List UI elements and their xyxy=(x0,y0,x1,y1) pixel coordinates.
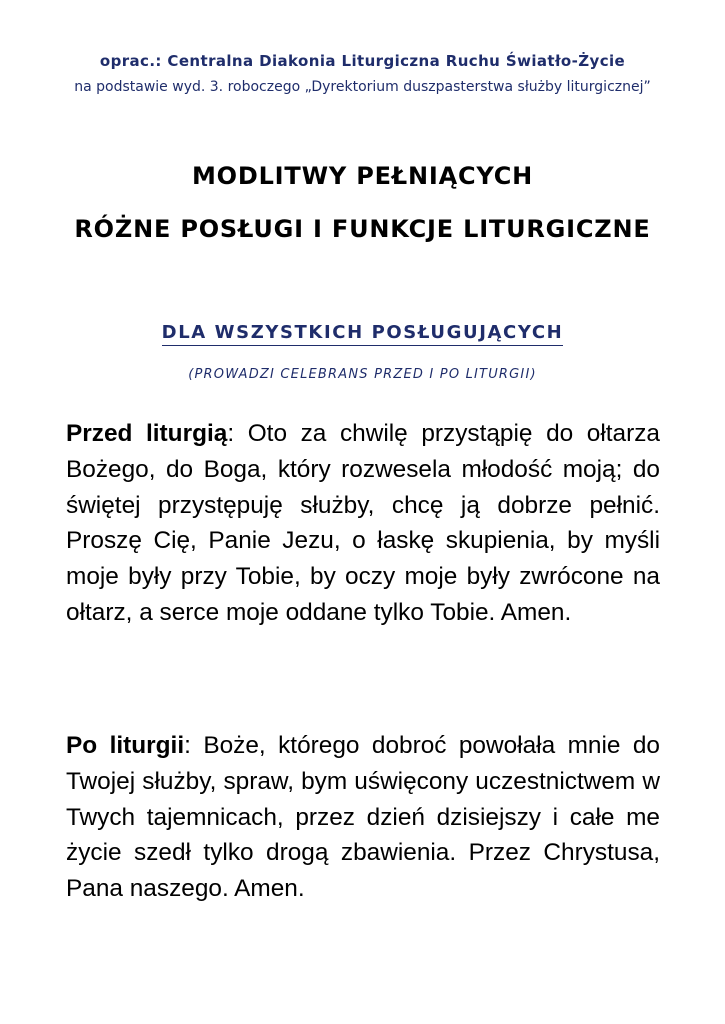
title-line-2: RÓŻNE POSŁUGI I FUNKCJE LITURGICZNE xyxy=(74,215,651,243)
section-heading xyxy=(0,322,725,343)
prayer-after-liturgy: Po liturgii: Boże, którego dobroć powołała mnie do Twojej służby, spraw, bym uświęcony uczestnictwem w Twych tajemnicach, przez dzień dzisiejszy i całe me życie szedł tylko drogą zbawienia. Przez Chrystusa, Pana naszego. Amen. xyxy=(66,732,660,903)
source-line: na podstawie wyd. 3. roboczego „Dyrektorium duszpasterstwa służby liturgicznej” xyxy=(74,79,651,95)
section-note: (PROWADZI CELEBRANS PRZED I PO LITURGII) xyxy=(188,367,537,382)
prayer-label: Przed liturgią xyxy=(66,420,228,447)
prayer-text: Oto za chwilę przystąpię do ołtarza Bożego, do Boga, który rozwesela młodość moją; do świętej przystępuję służby, chcę ją dobrze pełnić. Proszę Cię, Panie Jezu, o łaskę skupienia, by myśli moje były przy Tobie, by oczy moje były zwrócone na ołtarz, a serce moje oddane tylko Tobie. Amen. xyxy=(66,420,660,626)
section-heading-text: DLA WSZYSTKICH POSŁUGUJĄCYCH xyxy=(162,322,564,346)
prayer-text: Boże, którego dobroć powołała mnie do Twojej służby, spraw, bym uświęcony uczestnictwem w Twych tajemnicach, przez dzień dzisiejszy i całe me życie szedł tylko drogą zbawienia. Przez Chrystusa, Pana naszego. Amen. xyxy=(66,732,660,903)
title-line-1: MODLITWY PEŁNIĄCYCH xyxy=(191,162,534,190)
attribution-line: oprac.: Centralna Diakonia Liturgiczna Ruchu Światło-Życie xyxy=(99,52,626,70)
prayer-label: Po liturgii xyxy=(66,732,185,759)
prayer-before-liturgy: Przed liturgią: Oto za chwilę przystąpię do ołtarza Bożego, do Boga, który rozwesela młodość moją; do świętej przystępuję służby, chcę ją dobrze pełnić. Proszę Cię, Panie Jezu, o łaskę skupienia, by myśli moje były przy Tobie, by oczy moje były zwrócone na ołtarz, a serce moje oddane tylko Tobie. Amen. xyxy=(66,420,660,626)
